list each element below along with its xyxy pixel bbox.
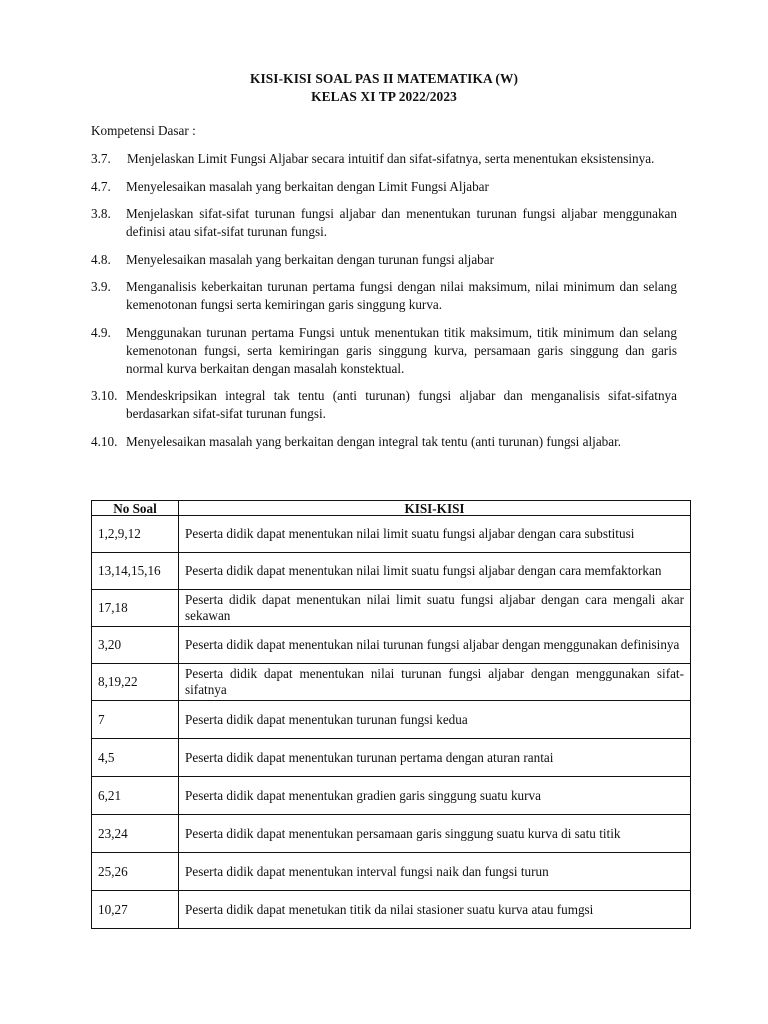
table-row: [92, 891, 691, 929]
document-title: KISI-KISI SOAL PAS II MATEMATIKA (W): [249, 71, 519, 86]
table-row: [92, 664, 691, 701]
competency-number: 3.9.: [91, 279, 111, 294]
indicator-cell: Peserta didik dapat menentukan nilai turunan fungsi aljabar dengan menggunakan definisinya: [179, 627, 691, 664]
indicator-cell: Peserta didik dapat menentukan turunan fungsi kedua: [179, 701, 691, 739]
competency-text: Menyelesaikan masalah yang berkaitan dengan integral tak tentu (anti turunan) fungsi aljabar.: [126, 433, 622, 449]
table-row: [92, 627, 691, 664]
competency-item: [91, 387, 677, 423]
table-row: [92, 516, 691, 553]
competency-number: 4.8.: [91, 251, 111, 267]
table-row: [92, 701, 691, 739]
column-header-kisi-kisi: KISI-KISI: [179, 501, 691, 516]
question-numbers-cell: 4,5: [92, 739, 179, 777]
competency-text: Menjelaskan Limit Fungsi Aljabar secara intuitif dan sifat-sifatnya, serta menentukan eksistensinya.: [127, 151, 655, 166]
competency-number: 4.10.: [91, 433, 118, 449]
competency-item: [91, 278, 677, 314]
competency-text: Menyelesaikan masalah yang berkaitan dengan Limit Fungsi Aljabar: [126, 178, 489, 194]
question-numbers-cell: 13,14,15,16: [92, 553, 179, 590]
question-numbers-cell: 23,24: [92, 815, 179, 853]
competency-item: [91, 324, 677, 378]
question-numbers-cell: 6,21: [92, 777, 179, 815]
indicator-cell: Peserta didik dapat menentukan nilai limit suatu fungsi aljabar dengan cara memfaktorkan: [179, 553, 691, 590]
table-row: [92, 853, 691, 891]
question-numbers-cell: 3,20: [92, 627, 179, 664]
table-row: [92, 590, 691, 627]
indicator-cell: Peserta didik dapat menentukan turunan pertama dengan aturan rantai: [179, 739, 691, 777]
indicator-cell: Peserta didik dapat menentukan nilai turunan fungsi aljabar dengan menggunakan sifat-sifatnya: [179, 664, 691, 701]
competency-number: 4.7.: [91, 178, 111, 194]
competency-item: [91, 251, 677, 269]
table-row: [92, 815, 691, 853]
question-numbers-cell: 17,18: [92, 590, 179, 627]
indicator-cell: Peserta didik dapat menetukan titik da nilai stasioner suatu kurva atau fumgsi: [179, 891, 691, 929]
kisi-kisi-table: [91, 500, 691, 929]
competency-item: [91, 433, 677, 451]
competency-text: Menyelesaikan masalah yang berkaitan dengan turunan fungsi aljabar: [126, 251, 495, 267]
column-header-no-soal: No Soal: [92, 501, 179, 516]
competency-text: Menjelaskan sifat-sifat turunan fungsi aljabar dan menentukan turunan fungsi aljabar menggunakan definisi atau sifat-sifat turunan fungsi.: [126, 206, 677, 239]
question-numbers-cell: 7: [92, 701, 179, 739]
competency-number: 3.10.: [91, 388, 118, 403]
indicator-cell: Peserta didik dapat menentukan gradien garis singgung suatu kurva: [179, 777, 691, 815]
question-numbers-cell: 8,19,22: [92, 664, 179, 701]
indicator-cell: Peserta didik dapat menentukan persamaan garis singgung suatu kurva di satu titik: [179, 815, 691, 853]
competency-text: Menganalisis keberkaitan turunan pertama fungsi dengan nilai maksimum, nilai minimum dan selang kemenotonan fungsi serta kemiringan garis singgung kurva.: [126, 279, 677, 312]
table-header-row: [92, 501, 691, 516]
question-numbers-cell: 25,26: [92, 853, 179, 891]
competency-number: 3.7.: [91, 151, 111, 166]
indicator-cell: Peserta didik dapat menentukan interval fungsi naik dan fungsi turun: [179, 853, 691, 891]
question-numbers-cell: 10,27: [92, 891, 179, 929]
indicator-cell: Peserta didik dapat menentukan nilai limit suatu fungsi aljabar dengan cara substitusi: [179, 516, 691, 553]
competency-list: [91, 150, 677, 460]
document-subtitle: KELAS XI TP 2022/2023: [311, 89, 457, 104]
competency-item: [91, 150, 677, 168]
question-numbers-cell: 1,2,9,12: [92, 516, 179, 553]
competency-item: [91, 205, 677, 241]
competency-item: [91, 178, 677, 196]
competency-number: 4.9.: [91, 324, 111, 340]
competency-number: 3.8.: [91, 206, 111, 221]
table-row: [92, 553, 691, 590]
table-row: [92, 777, 691, 815]
competency-heading: Kompetensi Dasar :: [91, 123, 196, 138]
competency-text: Menggunakan turunan pertama Fungsi untuk menentukan titik maksimum, titik minimum dan selang kemenotonan fungsi, serta kemiringan garis singgung kurva, persamaan garis singgung dan garis normal kurva berkaitan dengan masalah konstektual.: [126, 324, 677, 376]
table-row: [92, 739, 691, 777]
indicator-cell: Peserta didik dapat menentukan nilai limit suatu fungsi aljabar dengan cara mengali akar sekawan: [179, 590, 691, 627]
competency-text: Mendeskripsikan integral tak tentu (anti turunan) fungsi aljabar dan menganalisis sifat-sifatnya berdasarkan sifat-sifat turunan fungsi.: [126, 388, 677, 421]
